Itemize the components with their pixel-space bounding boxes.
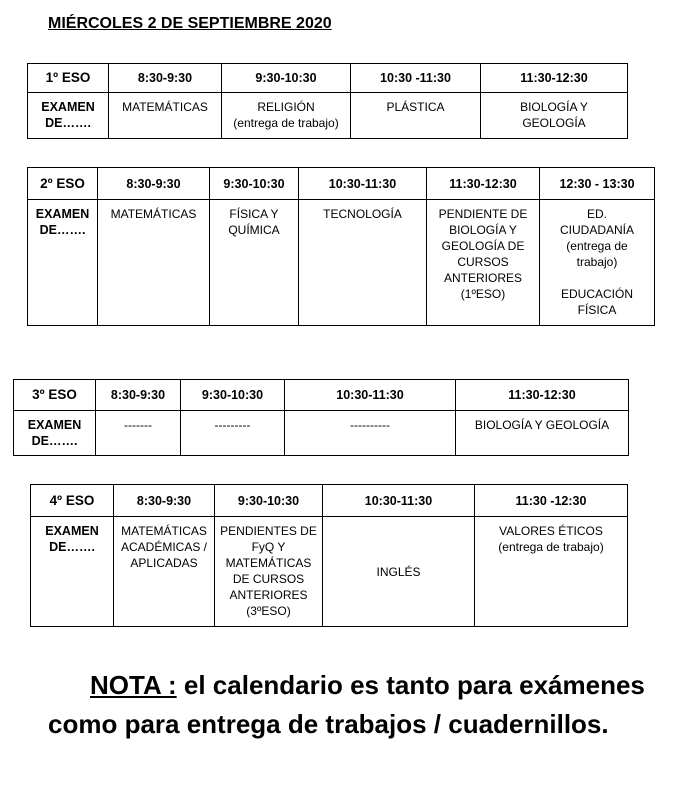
subject-cell: BIOLOGÍA Y GEOLOGÍA	[456, 411, 629, 456]
time-slot: 11:30 -12:30	[475, 485, 628, 517]
note-label: NOTA :	[90, 670, 177, 700]
time-slot: 11:30-12:30	[427, 168, 540, 200]
subject-cell: PENDIENTES DE FyQ Y MATEMÁTICAS DE CURSOS ANTERIORES (3ºESO)	[215, 517, 323, 627]
subject-name: TECNOLOGÍA	[323, 207, 402, 221]
schedule-table-4eso	[30, 484, 628, 627]
subject-cell	[210, 200, 299, 326]
subject-name-extra: EDUCACIÓN FÍSICA	[560, 287, 633, 317]
time-slot: 10:30-11:30	[299, 168, 427, 200]
exam-row-label: EXAMEN DE…….	[28, 93, 109, 139]
note-text: el calendario es tanto para exámenes como para entrega de trabajos / cuadernillos.	[48, 670, 645, 739]
time-slot: 10:30-11:30	[285, 380, 456, 411]
time-slot: 10:30-11:30	[323, 485, 475, 517]
time-slot: 11:30-12:30	[481, 64, 628, 93]
subject-cell: -------	[96, 411, 181, 456]
time-slot: 9:30-10:30	[215, 485, 323, 517]
subject-name: RELIGIÓN	[257, 100, 315, 114]
subject-cell	[98, 200, 210, 326]
level-cell: 3º ESO	[14, 380, 96, 411]
subject-cell: INGLÉS	[323, 517, 475, 627]
table-header-row	[28, 168, 655, 200]
subject-note: (entrega de trabajo)	[498, 540, 604, 554]
time-slot: 9:30-10:30	[181, 380, 285, 411]
time-slot: 12:30 - 13:30	[540, 168, 655, 200]
subject-name: MATEMÁTICAS	[110, 207, 197, 221]
subject-name: BIOLOGÍA Y GEOLOGÍA	[520, 100, 588, 130]
exam-row-label: EXAMEN DE…….	[31, 517, 114, 627]
subject-cell: ---------	[181, 411, 285, 456]
subject-cell	[351, 93, 481, 139]
table-row	[14, 411, 629, 456]
note-paragraph	[48, 666, 648, 744]
table-header-row	[28, 64, 628, 93]
subject-cell	[540, 200, 655, 326]
table-header-row	[31, 485, 628, 517]
time-slot: 8:30-9:30	[98, 168, 210, 200]
subject-name: FÍSICA Y QUÍMICA	[228, 207, 280, 237]
schedule-table-3eso	[13, 379, 629, 456]
exam-row-label: EXAMEN DE…….	[28, 200, 98, 326]
time-slot: 8:30-9:30	[96, 380, 181, 411]
subject-note: (entrega de trabajo)	[233, 116, 339, 130]
subject-name: PLÁSTICA	[386, 100, 445, 114]
subject-name: VALORES ÉTICOS	[499, 524, 603, 538]
table-header-row	[14, 380, 629, 411]
table-row	[28, 200, 655, 326]
schedule-table-2eso	[27, 167, 655, 326]
subject-note: (entrega de trabajo)	[566, 239, 628, 269]
table-row	[31, 517, 628, 627]
schedule-table-1eso	[27, 63, 628, 139]
subject-name: PENDIENTE DE BIOLOGÍA Y GEOLOGÍA DE CURSOS ANTERIORES (1ºESO)	[438, 207, 528, 301]
level-cell: 2º ESO	[28, 168, 98, 200]
subject-cell	[222, 93, 351, 139]
subject-name: MATEMÁTICAS	[122, 100, 208, 114]
subject-cell: MATEMÁTICAS ACADÉMICAS / APLICADAS	[114, 517, 215, 627]
exam-row-label: EXAMEN DE…….	[14, 411, 96, 456]
subject-cell	[481, 93, 628, 139]
time-slot: 11:30-12:30	[456, 380, 629, 411]
subject-cell	[475, 517, 628, 627]
subject-cell	[427, 200, 540, 326]
level-cell: 4º ESO	[31, 485, 114, 517]
time-slot: 8:30-9:30	[114, 485, 215, 517]
time-slot: 9:30-10:30	[210, 168, 299, 200]
subject-cell	[109, 93, 222, 139]
subject-name: ED. CIUDADANÍA	[559, 207, 634, 237]
time-slot: 9:30-10:30	[222, 64, 351, 93]
time-slot: 10:30 -11:30	[351, 64, 481, 93]
subject-cell: ----------	[285, 411, 456, 456]
page-title: MIÉRCOLES 2 DE SEPTIEMBRE 2020	[48, 15, 332, 32]
level-cell: 1º ESO	[28, 64, 109, 93]
time-slot: 8:30-9:30	[109, 64, 222, 93]
table-row	[28, 93, 628, 139]
subject-cell	[299, 200, 427, 326]
